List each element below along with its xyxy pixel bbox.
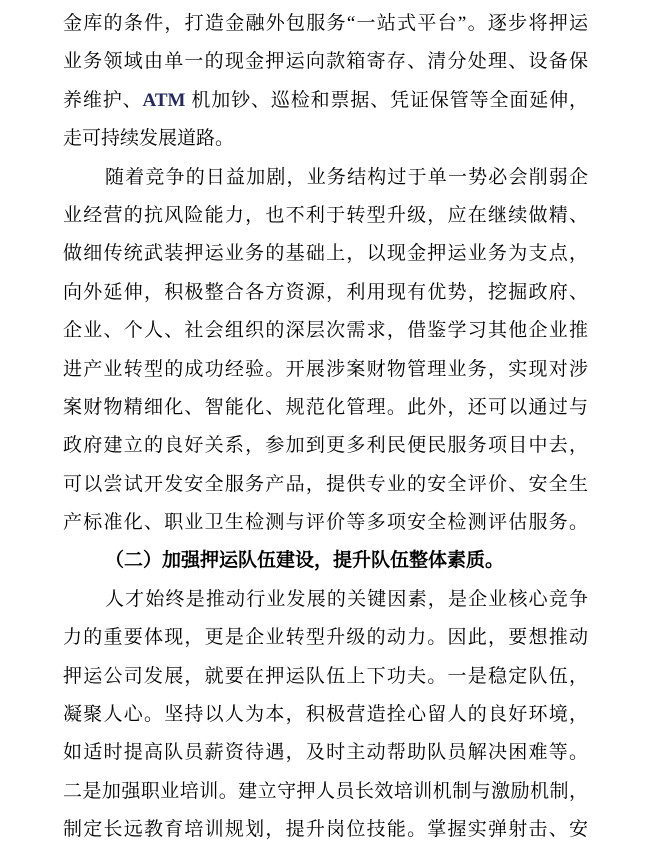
- text-line: 进产业转型的成功经验。开展涉案财物管理业务，实现对涉: [63, 358, 588, 380]
- text-line: 二是加强职业培训。建立守押人员长效培训机制与激励机制，: [63, 780, 588, 802]
- text-line: 凝聚人心。坚持以人为本，积极营造拴心留人的良好环境，: [63, 704, 588, 726]
- text-line: 可以尝试开发安全服务产品，提供专业的安全评价、安全生: [63, 473, 588, 495]
- text-line: 力的重要体现，更是企业转型升级的动力。因此，要想推动: [63, 627, 588, 649]
- text-line: 金库的条件，打造金融外包服务“一站式平台”。逐步将押运: [63, 13, 588, 34]
- text-line: 做细传统武装押运业务的基础上，以现金押运业务为支点，: [63, 243, 588, 265]
- text-line: 如适时提高队员薪资待遇，及时主动帮助队员解决困难等。: [63, 742, 588, 764]
- text-line: 企业、个人、社会组织的深层次需求，借鉴学习其他企业推: [63, 320, 588, 342]
- text-line: 走可持续发展道路。: [63, 128, 235, 150]
- text-line: 人才始终是推动行业发展的关键因素，是企业核心竞争: [105, 588, 588, 610]
- text-segment: 机加钞、巡检和票据、凭证保管等全面延伸，: [190, 89, 588, 111]
- text-line: 向外延伸，积极整合各方资源，利用现有优势，挖掘政府、: [63, 281, 588, 303]
- text-line: 押运公司发展，就要在押运队伍上下功夫。一是稳定队伍，: [63, 665, 588, 687]
- text-line: 案财物精细化、智能化、规范化管理。此外，还可以通过与: [63, 396, 588, 418]
- text-line: 产标准化、职业卫生检测与评价等多项安全检测评估服务。: [63, 512, 588, 534]
- text-line: [63, 82, 588, 120]
- text-line: 业务领域由单一的现金押运向款箱寄存、清分处理、设备保: [63, 51, 588, 73]
- latin-accent-text: ATM: [142, 89, 186, 111]
- section-heading: （二）加强押运队伍建设，提升队伍整体素质。: [105, 550, 505, 572]
- text-segment: 养维护、: [63, 89, 143, 111]
- text-line: 业经营的抗风险能力，也不利于转型升级，应在继续做精、: [63, 204, 588, 226]
- text-line: 制定长远教育培训规划，提升岗位技能。掌握实弹射击、安: [63, 819, 588, 841]
- text-line: 政府建立的良好关系，参加到更多利民便民服务项目中去，: [63, 435, 588, 457]
- text-line: 随着竞争的日益加剧，业务结构过于单一势必会削弱企: [105, 166, 588, 188]
